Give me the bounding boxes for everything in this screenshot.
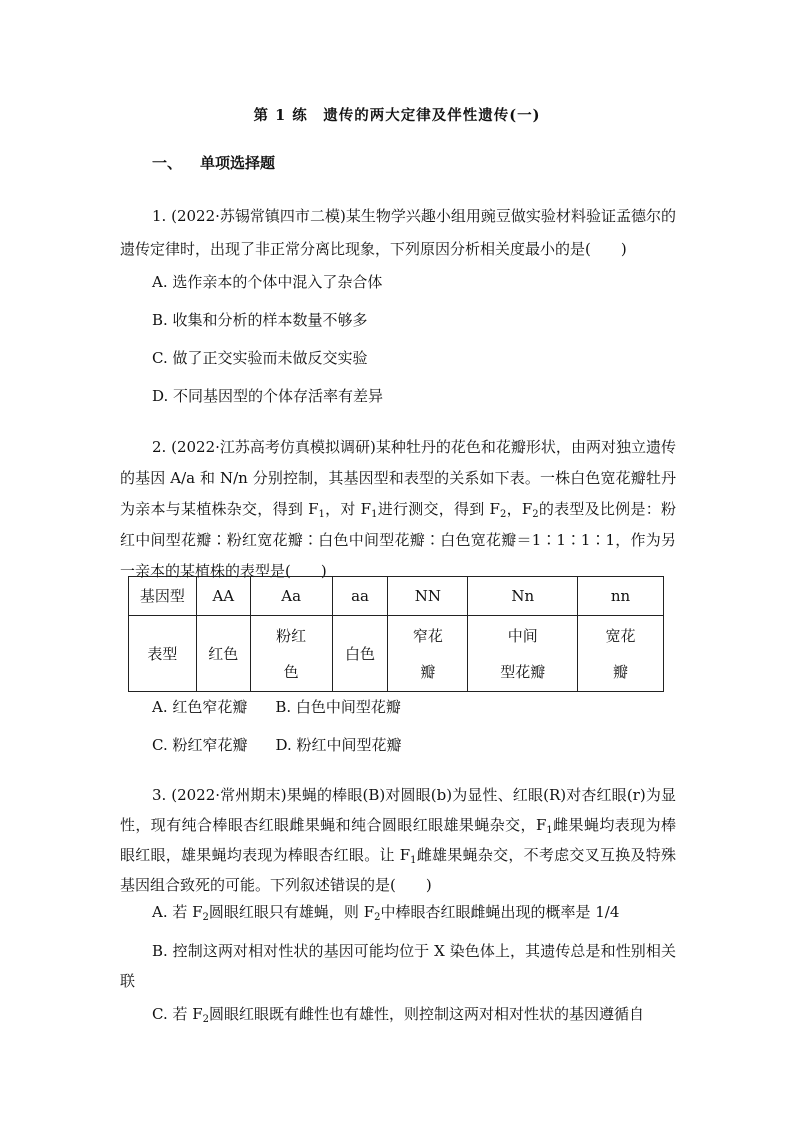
q3-option-c (152, 1002, 644, 1026)
table-header-cell: AA (196, 577, 250, 616)
q2-stem-part-1: 2. (2022·江苏高考仿真模拟调研)某种牡丹的花色和花瓣形状，由两对独立遗传的基因 A/a 和 N/n 分别控制，其基因型和表型的关系如下表。一株白色宽花瓣牡丹为亲本与某植株杂交，得到 F (120, 438, 676, 518)
table-cell (332, 616, 388, 692)
question-2-stem (120, 432, 676, 587)
cell-line-1: 宽花 (605, 626, 636, 645)
q3-option-c-part-2: 圆眼红眼既有雌性也有雄性，则控制这两对相对性状的基因遵循自 (209, 1005, 645, 1023)
table-cell (578, 616, 664, 692)
q2-sub-2b: 2 (532, 509, 539, 520)
q3-option-c-part-1: C. 若 F (152, 1005, 203, 1023)
q3-sub-2b: 2 (374, 912, 381, 923)
q2-stem-part-2: ，对 F (324, 500, 372, 518)
q2-option-b: B. 白色中间型花瓣 (275, 698, 401, 716)
table-cell (468, 616, 578, 692)
table-cell (196, 616, 250, 692)
q2-option-d: D. 粉红中间型花瓣 (275, 736, 402, 754)
q3-sub-1b: 1 (410, 855, 417, 866)
q2-sub-2a: 2 (499, 509, 507, 520)
question-3-stem (120, 780, 676, 900)
q2-stem-part-5: 的表型及比例是：粉红中间型花瓣∶粉红宽花瓣∶白色中间型花瓣∶白色宽花瓣＝1∶1∶1∶1，作为另一亲本的某植株的表型是( ) (120, 500, 676, 580)
q1-option-a: A. 选作亲本的个体中混入了杂合体 (152, 273, 383, 291)
q3-option-a-part-2: 圆眼红眼只有雄蝇，则 F (208, 903, 375, 921)
section-heading (152, 152, 275, 173)
q3-option-a-part-1: A. 若 F (152, 903, 203, 921)
section-number: 一、 (152, 154, 183, 172)
cell-line-1: 粉红 (276, 626, 307, 645)
q3-stem-part-2: 雌果蝇均表现为棒眼红眼，雄果蝇均表现为棒眼杏红眼。让 F (120, 816, 676, 864)
cell-line-1: 中间 (507, 626, 538, 645)
table-cell (250, 616, 332, 692)
cell-line-2: 型花瓣 (500, 662, 546, 681)
q3-sub-2c: 2 (202, 1014, 210, 1025)
q3-option-b: B. 控制这两对相对性状的基因可能均位于 X 染色体上，其遗传总是和性别相关联 (120, 942, 676, 990)
q1-option-c: C. 做了正交实验而未做反交实验 (152, 349, 368, 367)
cell-line-2: 色 (283, 662, 299, 681)
q2-stem-part-4: ，F (506, 500, 533, 518)
q3-option-a-part-3: 中棒眼杏红眼雌蝇出现的概率是 1/4 (380, 903, 620, 921)
q2-options-row-2 (152, 733, 402, 757)
table-cell (388, 616, 468, 692)
q2-sub-1b: 1 (371, 509, 378, 520)
q2-sub-1a: 1 (318, 509, 325, 520)
table-row (129, 616, 664, 692)
table-header-cell: NN (388, 577, 468, 616)
cell-line-1: 红色 (208, 644, 239, 663)
table-header-cell: Aa (250, 577, 332, 616)
section-label: 单项选择题 (200, 154, 276, 172)
q1-option-b: B. 收集和分析的样本数量不够多 (152, 311, 368, 329)
table-header-cell: 基因型 (129, 577, 197, 616)
q2-options-row-1 (152, 695, 401, 719)
cell-line-2: 瓣 (420, 662, 436, 681)
question-1-stem: 1. (2022·苏锡常镇四市二模)某生物学兴趣小组用豌豆做实验材料验证孟德尔的遗传定律时，出现了非正常分离比现象，下列原因分析相关度最小的是( ) (120, 207, 676, 258)
genotype-phenotype-table (128, 576, 664, 692)
table-header-cell: nn (578, 577, 664, 616)
page-title: 第 1 练 遗传的两大定律及伴性遗传(一) (253, 107, 541, 124)
cell-line-2: 瓣 (613, 662, 629, 681)
table-header-row (129, 577, 664, 616)
q3-stem-part-3: 雌雄果蝇杂交，不考虑交叉互换及特殊基因组合致死的可能。下列叙述错误的是( ) (120, 846, 676, 894)
q3-sub-1a: 1 (546, 825, 553, 836)
cell-line-1: 窄花 (412, 626, 443, 645)
q2-option-c: C. 粉红窄花瓣 (152, 736, 248, 754)
q2-option-a: A. 红色窄花瓣 (152, 698, 248, 716)
q1-option-d: D. 不同基因型的个体存活率有差异 (152, 387, 384, 405)
q2-stem-part-3: 进行测交，得到 F (377, 500, 500, 518)
cell-line-1: 白色 (345, 644, 376, 663)
table-header-cell: aa (332, 577, 388, 616)
q3-stem-part-1: 3. (2022·常州期末)果蝇的棒眼(B)对圆眼(b)为显性、红眼(R)对杏红眼(r)为显性，现有纯合棒眼杏红眼雌果蝇和纯合圆眼红眼雄果蝇杂交，F (120, 786, 676, 834)
q3-sub-2a: 2 (202, 912, 209, 923)
table-row-label: 表型 (129, 616, 197, 692)
q3-option-a (152, 900, 619, 924)
table-header-cell: Nn (468, 577, 578, 616)
